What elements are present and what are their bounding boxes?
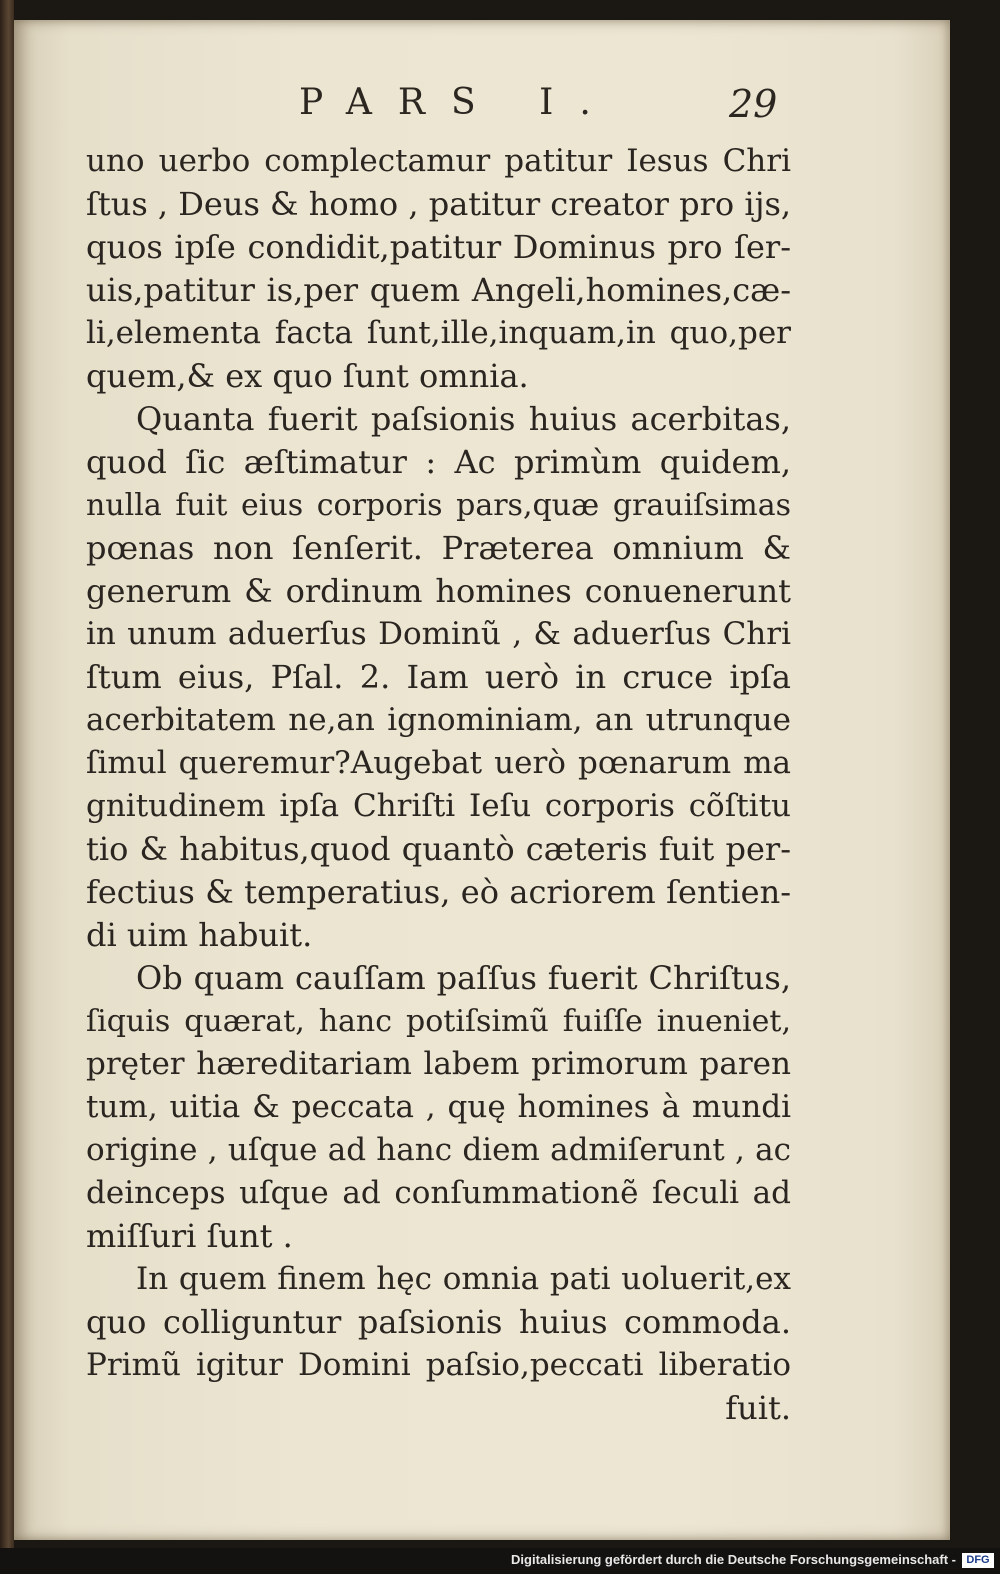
text-line: In quem finem hęc omnia pati uoluerit,ex bbox=[136, 1261, 791, 1297]
text-line: tum, uitia & peccata , quę homines à mundi bbox=[86, 1089, 791, 1125]
text-line: gnitudinem ipſa Chriſti Ieſu corporis cõſtitu bbox=[86, 788, 791, 824]
running-head-title: PARS I. bbox=[299, 82, 617, 123]
text-line: uis,patitur is,per quem Angeli,homines,cæ- bbox=[86, 271, 791, 309]
text-line: origine , uſque ad hanc diem admiſerunt , ac bbox=[86, 1132, 791, 1168]
text-line: pręter hæreditariam labem primorum paren bbox=[86, 1046, 791, 1082]
book-spine-edge bbox=[0, 0, 14, 1574]
text-line: quem,& ex quo ſunt omnia. bbox=[86, 357, 529, 395]
funding-credit: Digitalisierung gefördert durch die Deutsche Forschungsgemeinschaft - bbox=[511, 1552, 956, 1567]
text-line: quo colliguntur paſsionis huius commoda. bbox=[86, 1303, 791, 1341]
text-line: ſimul queremur?Augebat uerò pœnarum ma bbox=[86, 745, 791, 781]
text-line: deinceps uſque ad conſummationẽ ſeculi ad bbox=[86, 1175, 791, 1211]
text-line: ſiquis quærat, hanc potiſsimũ fuiſſe inueniet, bbox=[86, 1004, 791, 1039]
text-line: nulla fuit eius corporis pars,quæ grauiſsimas bbox=[86, 488, 791, 523]
text-line: li,elementa facta ſunt,ille,inquam,in quo,per bbox=[86, 315, 791, 351]
text-line: tio & habitus,quod quantò cæteris fuit per- bbox=[86, 830, 791, 868]
text-line: generum & ordinum homines conuenerunt bbox=[86, 572, 791, 610]
text-line: fectius & temperatius, eò acriorem ſentien- bbox=[86, 873, 791, 911]
text-line: quos ipſe condidit,patitur Dominus pro ſer- bbox=[86, 228, 791, 266]
text-line: di uim habuit. bbox=[86, 916, 313, 954]
page-number: 29 bbox=[729, 82, 778, 126]
text-line: miſſuri ſunt . bbox=[86, 1217, 293, 1255]
text-line: ſtum eius, Pſal. 2. Iam uerò in cruce ipſa bbox=[86, 658, 791, 696]
digitization-footer bbox=[0, 1548, 1000, 1574]
text-line: quod ſic æſtimatur : Ac primùm quidem, bbox=[86, 443, 791, 481]
text-line: pœnas non ſenſerit. Præterea omnium & bbox=[86, 529, 791, 567]
text-line: Primũ igitur Domini paſsio,peccati liberatio bbox=[86, 1347, 791, 1383]
dfg-logo: DFG bbox=[962, 1553, 994, 1568]
running-head bbox=[14, 82, 950, 142]
body-text bbox=[86, 140, 791, 1430]
text-line: ſtus , Deus & homo , patitur creator pro ijs, bbox=[86, 185, 791, 223]
book-page bbox=[14, 20, 950, 1540]
text-line: Quanta fuerit paſsionis huius acerbitas, bbox=[136, 400, 791, 438]
text-line: uno uerbo complectamur patitur Iesus Chri bbox=[86, 143, 791, 179]
text-line: acerbitatem ne,an ignominiam, an utrunque bbox=[86, 702, 791, 738]
text-line: in unum aduerſus Dominũ , & aduerſus Chri bbox=[86, 616, 791, 652]
text-line: Ob quam cauſſam paſſus fuerit Chriſtus, bbox=[136, 959, 791, 997]
text-line: fuit. bbox=[725, 1389, 791, 1427]
